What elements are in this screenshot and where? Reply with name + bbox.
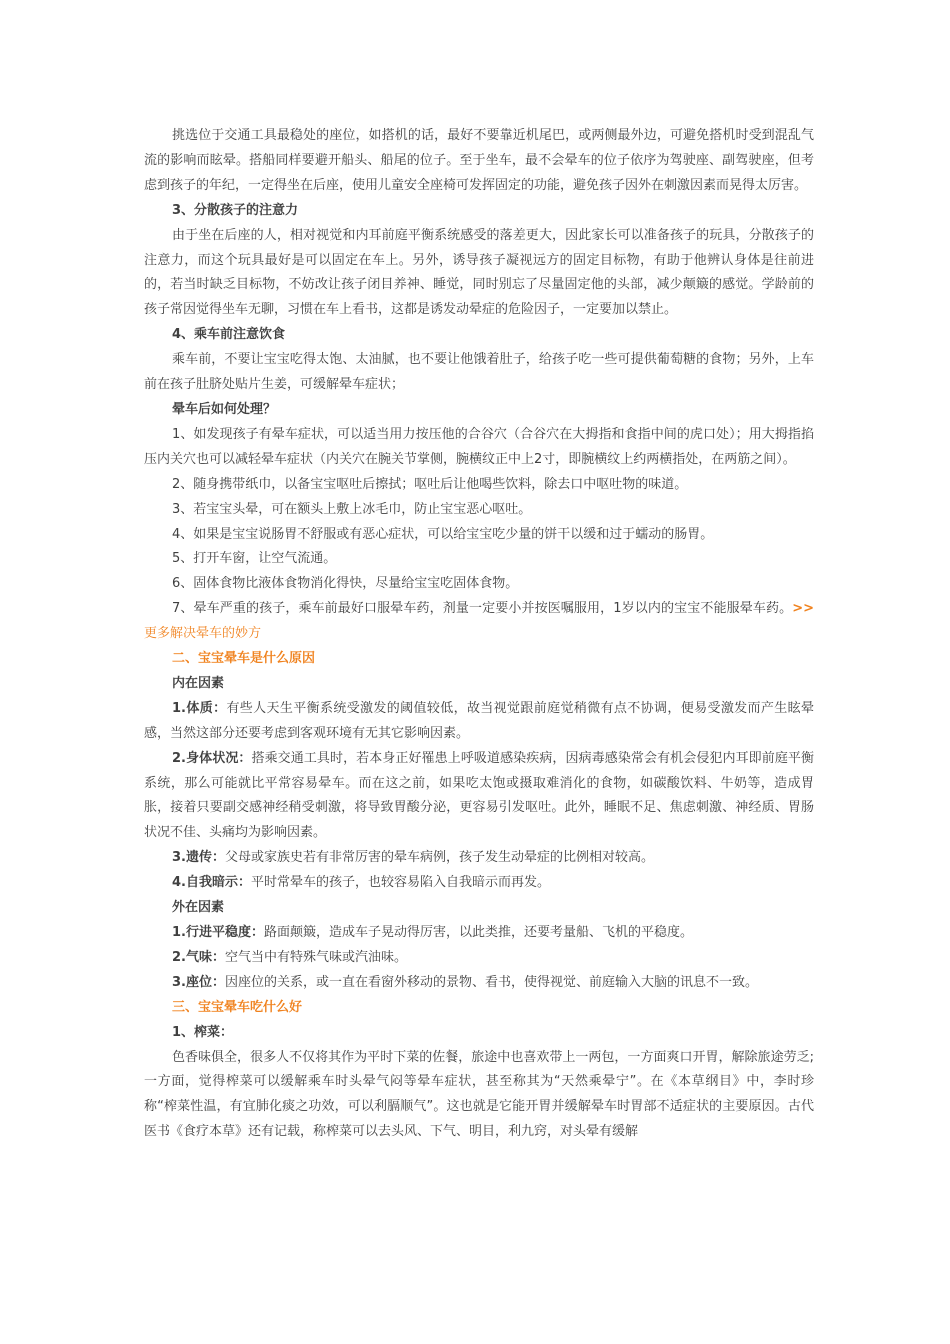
factor-label: 1.行进平稳度： xyxy=(172,925,264,940)
zhacai-paragraph: 色香味俱全，很多人不仅将其作为平时下菜的佐餐，旅途中也喜欢带上一两包，一方面爽口开胃，解除旅途劳乏;一方面，觉得榨菜可以缓解乘车时头晕气闷等晕车症状，甚至称其为“天然乘晕宁”。在《本草纲目》中，李时珍称“榨菜性温，有宜肺化痰之功效，可以利膈顺气”。这也就是它能开胃并缓解晕车时胃部不适症状的主要原因。古代医书《食疗本草》还有记载，称榨菜可以去头风、下气、明目，利九窍，对头晕有缓解 xyxy=(144,1049,814,1140)
list-item xyxy=(144,597,814,647)
link-arrow[interactable]: >> xyxy=(792,601,814,617)
factor-text: 父母或家族史若有非常厉害的晕车病例，孩子发生动晕症的比例相对较高。 xyxy=(224,850,654,866)
factor-text: 路面颠簸，造成车子晃动得厉害，以此类推，还要考量船、飞机的平稳度。 xyxy=(263,925,693,940)
factor-item xyxy=(144,871,814,896)
list-item: 2、随身携带纸巾，以备宝宝呕吐后擦拭；呕吐后让他喝些饮料，除去口中呕吐物的味道。 xyxy=(172,476,688,492)
factor-item xyxy=(144,846,814,871)
factor-item xyxy=(144,747,814,847)
factor-text: 因座位的关系，或一直在看窗外移动的景物、看书，使得视觉、前庭输入大脑的讯息不一致。 xyxy=(224,974,758,990)
factor-item xyxy=(144,946,814,971)
list-item: 5、打开车窗，让空气流通。 xyxy=(172,551,337,567)
factor-text: 平时常晕车的孩子，也较容易陷入自我暗示而再发。 xyxy=(250,875,550,891)
list-item: 4、如果是宝宝说肠胃不舒服或有恶心症状，可以给宝宝吃少量的饼干以缓和过于蠕动的肠胃。 xyxy=(172,526,714,542)
factor-text: 有些人天生平衡系统受激发的阈值较低，故当视觉跟前庭觉稍微有点不协调，便易受激发而产生眩晕感，当然这部分还要考虑到客观环境有无其它影响因素。 xyxy=(144,700,814,741)
more-solutions-link[interactable]: 更多解决晕车的妙方 xyxy=(144,626,262,642)
after-motion-sickness-heading: 晕车后如何处理？ xyxy=(172,401,277,417)
external-factors-heading: 外在因素 xyxy=(172,900,225,916)
factor-label: 2.气味： xyxy=(172,949,225,965)
factor-label: 3.遗传： xyxy=(172,850,225,866)
diet-paragraph: 乘车前，不要让宝宝吃得太饱、太油腻，也不要让他饿着肚子，给孩子吃一些可提供葡萄糖的食物；另外，上车前在孩子肚脐处贴片生姜，可缓解晕车症状； xyxy=(144,352,814,393)
section-heading-foods: 三、宝宝晕车吃什么好 xyxy=(172,999,303,1015)
document-page xyxy=(144,124,814,1145)
factor-item xyxy=(144,921,814,946)
factor-label: 3.座位： xyxy=(172,974,225,990)
intro-paragraph: 挑选位于交通工具最稳处的座位，如搭机的话，最好不要靠近机尾巴，或两侧最外边，可避免搭机时受到混乱气流的影响而眩晕。搭船同样要避开船头、船尾的位子。至于坐车，最不会晕车的位子依序为驾驶座、副驾驶座，但考虑到孩子的年纪，一定得坐在后座，使用儿童安全座椅可发挥固定的功能，避免孩子因外在刺激因素而晃得太厉害。 xyxy=(144,128,814,193)
factor-text: 搭乘交通工具时，若本身正好罹患上呼吸道感染疾病，因病毒感染常会有机会侵犯内耳即前庭平衡系统，那么可能就比平常容易晕车。而在这之前，如果吃太饱或摄取难消化的食物，如碳酸饮料、牛奶等，造成胃胀，接着只要副交感神经稍受刺激，将导致胃酸分泌，更容易引发呕吐。此外，睡眠不足、焦虑刺激、神经质、胃肠状况不佳、头痛均为影响因素。 xyxy=(144,750,814,841)
section-heading-causes: 二、宝宝晕车是什么原因 xyxy=(172,651,316,667)
factor-item xyxy=(144,697,814,747)
section-heading-distract: 3、分散孩子的注意力 xyxy=(172,202,299,218)
factor-label: 2.身体状况： xyxy=(172,750,252,766)
factor-item xyxy=(144,971,814,996)
factor-label: 4.自我暗示： xyxy=(172,875,251,891)
zhacai-heading: 1、榨菜： xyxy=(172,1024,234,1040)
internal-factors-heading: 内在因素 xyxy=(172,675,225,691)
factor-label: 1.体质： xyxy=(172,700,227,716)
factor-text: 空气当中有特殊气味或汽油味。 xyxy=(224,949,407,965)
list-item-text: 7、晕车严重的孩子，乘车前最好口服晕车药，剂量一定要小并按医嘱服用，1岁以内的宝宝不能服晕车药。 xyxy=(172,601,793,617)
section-heading-diet: 4、乘车前注意饮食 xyxy=(172,327,286,343)
distract-paragraph: 由于坐在后座的人，相对视觉和内耳前庭平衡系统感受的落差更大，因此家长可以准备孩子的玩具，分散孩子的注意力，而这个玩具最好是可以固定在车上。另外，诱导孩子凝视远方的固定目标物，有助于他辨认身体是往前进的，若当时缺乏目标物，不妨改让孩子闭目养神、睡觉，同时别忘了尽量固定他的头部，减少颠簸的感觉。学龄前的孩子常因觉得坐车无聊，习惯在车上看书，这都是诱发动晕症的危险因子，一定要加以禁止。 xyxy=(144,227,814,318)
list-item: 1、如发现孩子有晕车症状，可以适当用力按压他的合谷穴（合谷穴在大拇指和食指中间的虎口处）；用大拇指掐压内关穴也可以减轻晕车症状（内关穴在腕关节掌侧，腕横纹正中上2寸，即腕横纹上约两横指处，在两筋之间）。 xyxy=(144,426,814,467)
list-item: 3、若宝宝头晕，可在额头上敷上冰毛巾，防止宝宝恶心呕吐。 xyxy=(172,501,532,517)
list-item: 6、固体食物比液体食物消化得快，尽量给宝宝吃固体食物。 xyxy=(172,576,519,592)
